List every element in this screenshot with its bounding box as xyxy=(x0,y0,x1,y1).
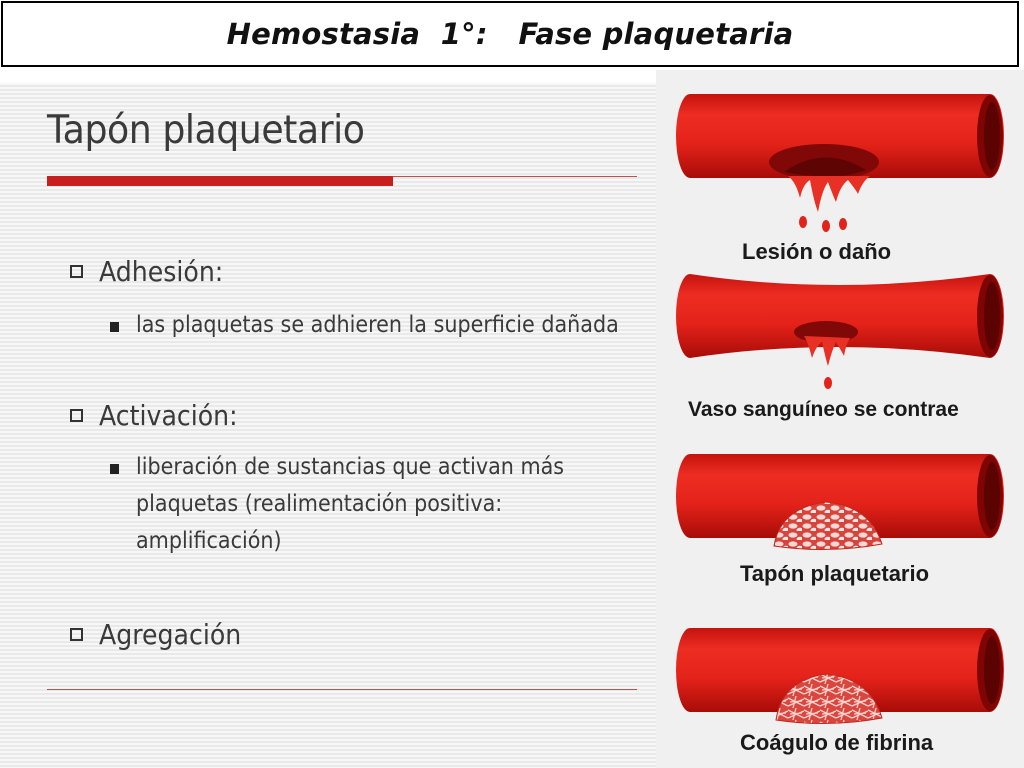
sub-bullet-text: las plaquetas se adhieren la superficie dañada xyxy=(136,312,619,338)
bullet-square-icon xyxy=(70,628,83,641)
bullet-label: Agregación xyxy=(99,618,242,651)
sub-bullet-text-line: amplificación) xyxy=(136,528,282,554)
bullet-square-icon xyxy=(70,265,83,278)
sub-bullet-adhesion xyxy=(110,313,672,344)
sub-bullet-icon xyxy=(110,322,119,332)
bullet-label: Adhesión: xyxy=(99,255,224,288)
bullet-activacion xyxy=(70,399,253,432)
slide-heading: Tapón plaquetario xyxy=(47,108,365,153)
caption-injury: Lesión o daño xyxy=(742,239,892,264)
caption-platelet-plug: Tapón plaquetario xyxy=(740,561,930,586)
vessel-injury-illustration xyxy=(676,90,1008,240)
sub-bullet-icon xyxy=(110,464,119,474)
vessel-fibrin-clot-illustration xyxy=(676,624,1008,734)
heading-underline xyxy=(47,176,393,186)
bullet-adhesion xyxy=(70,255,237,288)
sub-bullet-activacion xyxy=(110,455,612,560)
sub-bullet-text-line: plaquetas (realimentación positiva: xyxy=(136,491,503,517)
sub-bullet-text-line: liberación de sustancias que activan más xyxy=(136,454,565,480)
caption-contraction: Vaso sanguíneo se contrae xyxy=(688,398,959,421)
caption-fibrin-clot: Coágulo de fibrina xyxy=(740,730,934,755)
bullet-square-icon xyxy=(70,409,83,422)
bullet-agregacion xyxy=(70,618,257,651)
bullet-label: Activación: xyxy=(99,399,238,432)
slide-header xyxy=(1,1,1019,67)
vessel-platelet-plug-illustration xyxy=(676,450,1008,560)
bottom-rule xyxy=(47,689,637,690)
heading-rule xyxy=(393,176,637,177)
slide-header-title: Hemostasia 1°: Fase plaquetaria xyxy=(226,17,794,51)
vessel-contraction-illustration xyxy=(676,270,1008,398)
